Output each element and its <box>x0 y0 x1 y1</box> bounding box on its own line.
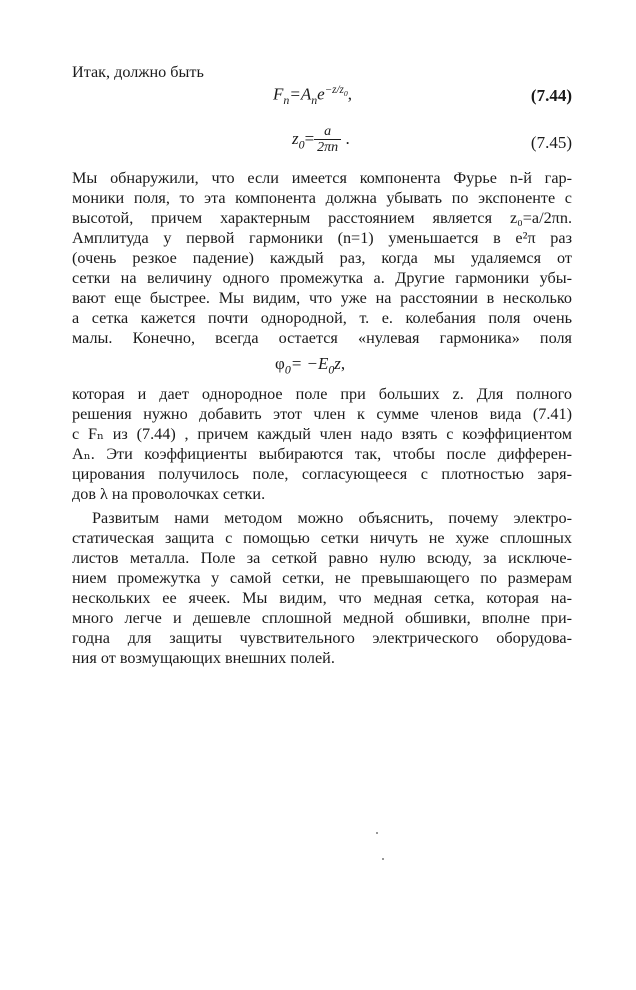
scan-speck <box>382 858 384 860</box>
p1-line-2: моники поля, то эта компонента должна убывать по экспоненте с <box>72 189 572 207</box>
equation-number-7-44: (7.44) <box>530 86 572 105</box>
p3-line-2: статическая защита с помощью сетки ничуть не хуже сплошных <box>72 529 572 547</box>
p1-line-6: сетки на величину одного промежутка a. Другие гармоники убы- <box>72 269 572 287</box>
p1-line-1: Мы обнаружили, что если имеется компонента Фурье n-й гар- <box>72 169 572 187</box>
equation-phi0: $\varphi_0= -E_0z$, <box>275 354 346 377</box>
p3-line-4: нием промежутка у самой сетки, не превышающего по размерам <box>72 569 572 587</box>
p1-line-4: Амплитуда у первой гармоники (n=1) уменьшается в e²π раз <box>72 229 572 247</box>
p2-line-6: дов λ на проволочках сетки. <box>72 485 266 503</box>
p1-line-5: (очень резкое падение) каждый раз, когда мы удаляемся от <box>72 249 572 267</box>
equation-7-45: $z_0=$ $\frac{a}{2\pi n}$ . <box>292 124 350 155</box>
p2-line-4: Aₙ. Эти коэффициенты выбираются так, чтобы после дифферен- <box>72 445 572 463</box>
p3-line-5: нескольких ее ячеек. Мы видим, что медная сетка, которая на- <box>72 589 572 607</box>
p1-line-7: вают еще быстрее. Мы видим, что уже на расстоянии в несколько <box>72 289 572 307</box>
intro-text: Итак, должно быть <box>72 63 204 81</box>
fraction-a-over-2pin: $\frac{a}{2\pi n}$ <box>314 124 341 156</box>
scan-speck <box>376 832 378 834</box>
p2-line-1: которая и дает однородное поле при больших z. Для полного <box>72 385 572 403</box>
p2-line-2: решения нужно добавить этот член к сумме членов вида (7.41) <box>72 405 572 423</box>
p3-line-1: Развитым нами методом можно объяснить, почему электро- <box>92 509 572 527</box>
p2-line-5: цирования получилось поле, согласующееся с плотностью заря- <box>72 465 572 483</box>
p3-line-7: годна для защиты чувствительного электрического оборудова- <box>72 629 572 647</box>
p1-line-8: a сетка кажется почти однородной, т. е. колебания поля очень <box>72 309 572 327</box>
p3-line-8: ния от возмущающих внешних полей. <box>72 649 335 667</box>
p3-line-6: много легче и дешевле сплошной медной обшивки, вполне при- <box>72 609 572 627</box>
p1-line-9: малы. Конечно, всегда остается «нулевая гармоника» поля <box>72 329 572 347</box>
equation-number-7-45: (7.45) <box>530 133 572 152</box>
p3-line-3: листов металла. Поле за сеткой равно нулю всюду, за исключе- <box>72 549 572 567</box>
equation-7-44: $F_n=A_ne^{-z/z_0}$, <box>273 84 352 108</box>
p2-line-3: с Fₙ из (7.44) , причем каждый член надо взять с коэффициентом <box>72 425 572 443</box>
p1-line-3: высотой, причем характерным расстоянием является z₀=a/2πn. <box>72 209 572 227</box>
